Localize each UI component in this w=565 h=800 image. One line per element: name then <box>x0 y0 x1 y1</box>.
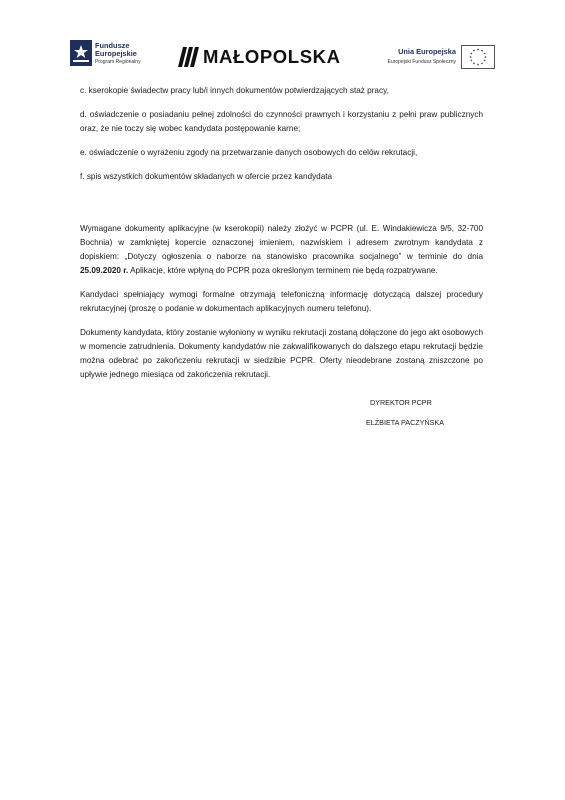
eu-logo <box>375 45 495 73</box>
documents-paragraph: Dokumenty kandydata, który zostanie wyłoniony w wyniku rekrutacji zostaną dołączone do jego akt osobowych w momencie zatrudnienia. Dokumenty kandydatów nie zakwalifikowanych do dalszego etapu rekrutacji będzie można odebrać po zakończeniu rekrutacji w siedzibie PCPR. Oferty nieodebrane zostaną zniszczone po upływie jednego miesiąca od zakończenia rekrutacji. <box>80 328 483 379</box>
candidates-paragraph: Kandydaci spełniający wymogi formalne otrzymają telefoniczną informację dotyczącą dalszej procedury rekrutacyjnej (proszę o podanie w dokumentach aplikacyjnych numeru telefonu). <box>80 290 483 313</box>
eu-logo-title: Unia Europejska <box>398 47 456 56</box>
document-header <box>0 0 565 80</box>
submission-paragraph <box>80 222 483 278</box>
fe-logo-line2: Europejskie <box>95 49 137 58</box>
malopolska-logo <box>178 45 353 69</box>
signature-name: ELŻBIETA PACZYŃSKA <box>366 418 445 427</box>
submission-end: Aplikacje, które wpłyną do PCPR poza określonym terminem nie będą rozpatrywane. <box>130 266 438 275</box>
fundusze-europejskie-logo <box>70 40 160 70</box>
fe-logo-line1: Fundusze <box>95 41 130 50</box>
list-item-e: e. oświadczenie o wyrażeniu zgody na przetwarzanie danych osobowych do celów rekrutacji, <box>80 148 418 157</box>
eu-logo-sub: Europejski Fundusz Społeczny <box>387 59 456 65</box>
submission-deadline: 25.09.2020 r. <box>80 266 129 275</box>
list-item-d: d. oświadczenie o posiadaniu pełnej zdolności do czynności prawnych i korzystaniu z pełni praw publicznych oraz, że nie toczy się wobec kandydata postępowanie karne; <box>80 110 483 133</box>
signature-title: DYREKTOR PCPR <box>370 398 432 407</box>
eu-flag-icon <box>461 45 495 69</box>
malopolska-wordmark: MAŁOPOLSKA <box>203 46 341 67</box>
malopolska-mark-icon <box>178 47 200 67</box>
document-body <box>80 84 483 382</box>
list-item-c: c. kserokopie świadectw pracy lub/i innych dokumentów potwierdzających staż pracy, <box>80 86 389 95</box>
fe-logo-sub: Program Regionalny <box>95 59 141 65</box>
submission-intro: Wymagane dokumenty aplikacyjne (w kserokopii) należy złożyć w PCPR (ul. E. Windakiewicza 9/5, 32-700 Bochnia) w zamkniętej kopercie oznaczonej imieniem, nazwiskiem i adresem zwrotnym kandydata z dopiskiem: „Dotyczy ogłoszenia o naborze na stanowisko pracownika socjalnego” w terminie do dnia <box>80 224 483 261</box>
list-item-f: f. spis wszystkich dokumentów składanych w ofercie przez kandydata <box>80 172 333 181</box>
fe-star-icon <box>70 40 92 66</box>
